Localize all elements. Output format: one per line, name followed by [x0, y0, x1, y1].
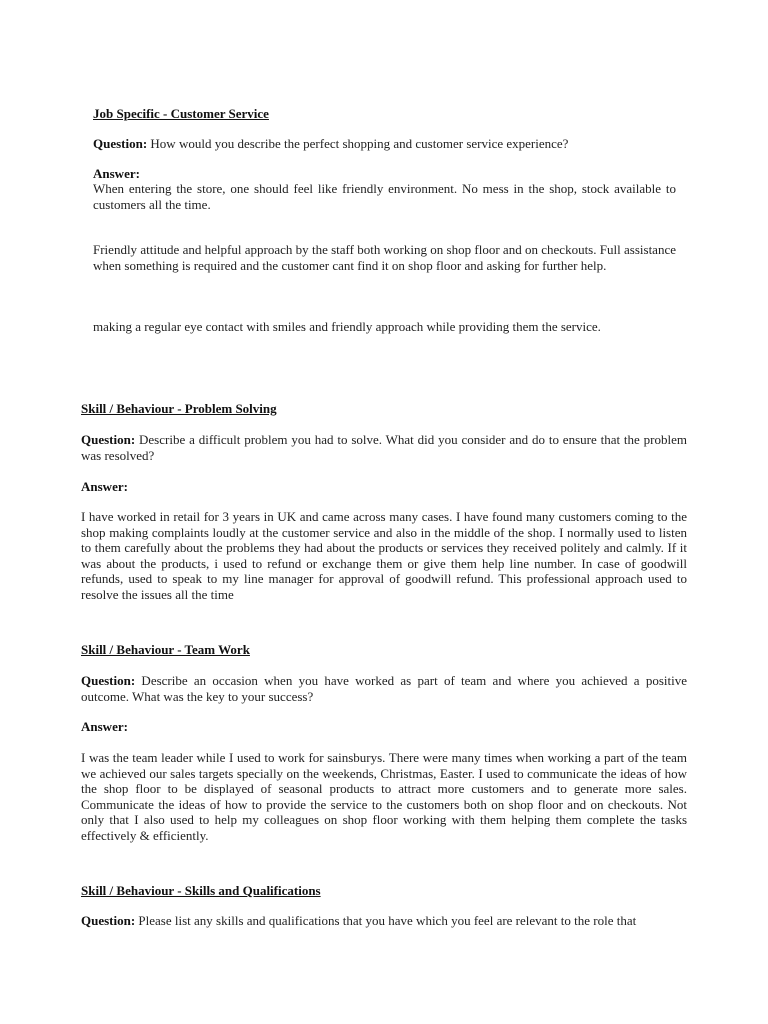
question-text: Please list any skills and qualifications that you have which you feel are relevant to the role that [135, 913, 637, 928]
question-label: Question: [93, 136, 148, 151]
answer-paragraph: I was the team leader while I used to work for sainsburys. There were many times when working a part of the team we achieved our sales targets specially on the weekends, Christmas, Easter. I used to communicate the ideas of how the shop floor to be displayed of seasonal products to attract more customers and to generate more sales. Communicate the ideas of how to provide the service to the customers both on shop floor and on checkouts. Not only that I also used to help my colleagues on shop floor working with them helping them complete the tasks effectively & efficiently. [81, 750, 687, 843]
section-heading-team-work: Skill / Behaviour - Team Work [81, 642, 250, 657]
answer-paragraph: I have worked in retail for 3 years in UK and came across many cases. I have found many customers coming to the shop making complaints loudly at the customer service and also in the middle of the shop. I normally used to listen to them carefully about the problems they had about the products or services they received politely and calmly. If it was about the products, i used to refund or exchange them or give them help line number. In case of goodwill refunds, used to speak to my line manager for approval of goodwill refund. This professional approach used to resolve the issues all the time [81, 509, 687, 602]
question-skills-qualifications [81, 913, 721, 929]
question-label: Question: [81, 913, 136, 928]
question-customer-service [93, 136, 693, 152]
question-label: Question: [81, 432, 136, 447]
answer-paragraph: making a regular eye contact with smiles and friendly approach while providing them the service. [93, 319, 601, 334]
question-problem-solving [81, 432, 687, 463]
section-heading-skills-qualifications: Skill / Behaviour - Skills and Qualifications [81, 883, 321, 898]
answer-label-problem-solving: Answer: [81, 479, 128, 494]
section-heading-customer-service: Job Specific - Customer Service [93, 106, 269, 121]
question-team-work [81, 673, 687, 704]
question-label: Question: [81, 673, 136, 688]
answer-label-team-work: Answer: [81, 719, 128, 734]
question-text: Describe a difficult problem you had to solve. What did you consider and do to ensure that the problem was resolved? [81, 432, 687, 463]
section-heading-problem-solving: Skill / Behaviour - Problem Solving [81, 401, 277, 416]
question-text: Describe an occasion when you have worked as part of team and where you achieved a positive outcome. What was the key to your success? [81, 673, 687, 704]
question-text: How would you describe the perfect shopping and customer service experience? [147, 136, 569, 151]
answer-paragraph: Friendly attitude and helpful approach by the staff both working on shop floor and on checkouts. Full assistance when something is required and the customer cant find it on shop floor and asking for further help. [93, 242, 676, 273]
answer-label-customer-service: Answer: [93, 166, 140, 181]
answer-paragraph: When entering the store, one should feel like friendly environment. No mess in the shop, stock available to customers all the time. [93, 181, 676, 212]
